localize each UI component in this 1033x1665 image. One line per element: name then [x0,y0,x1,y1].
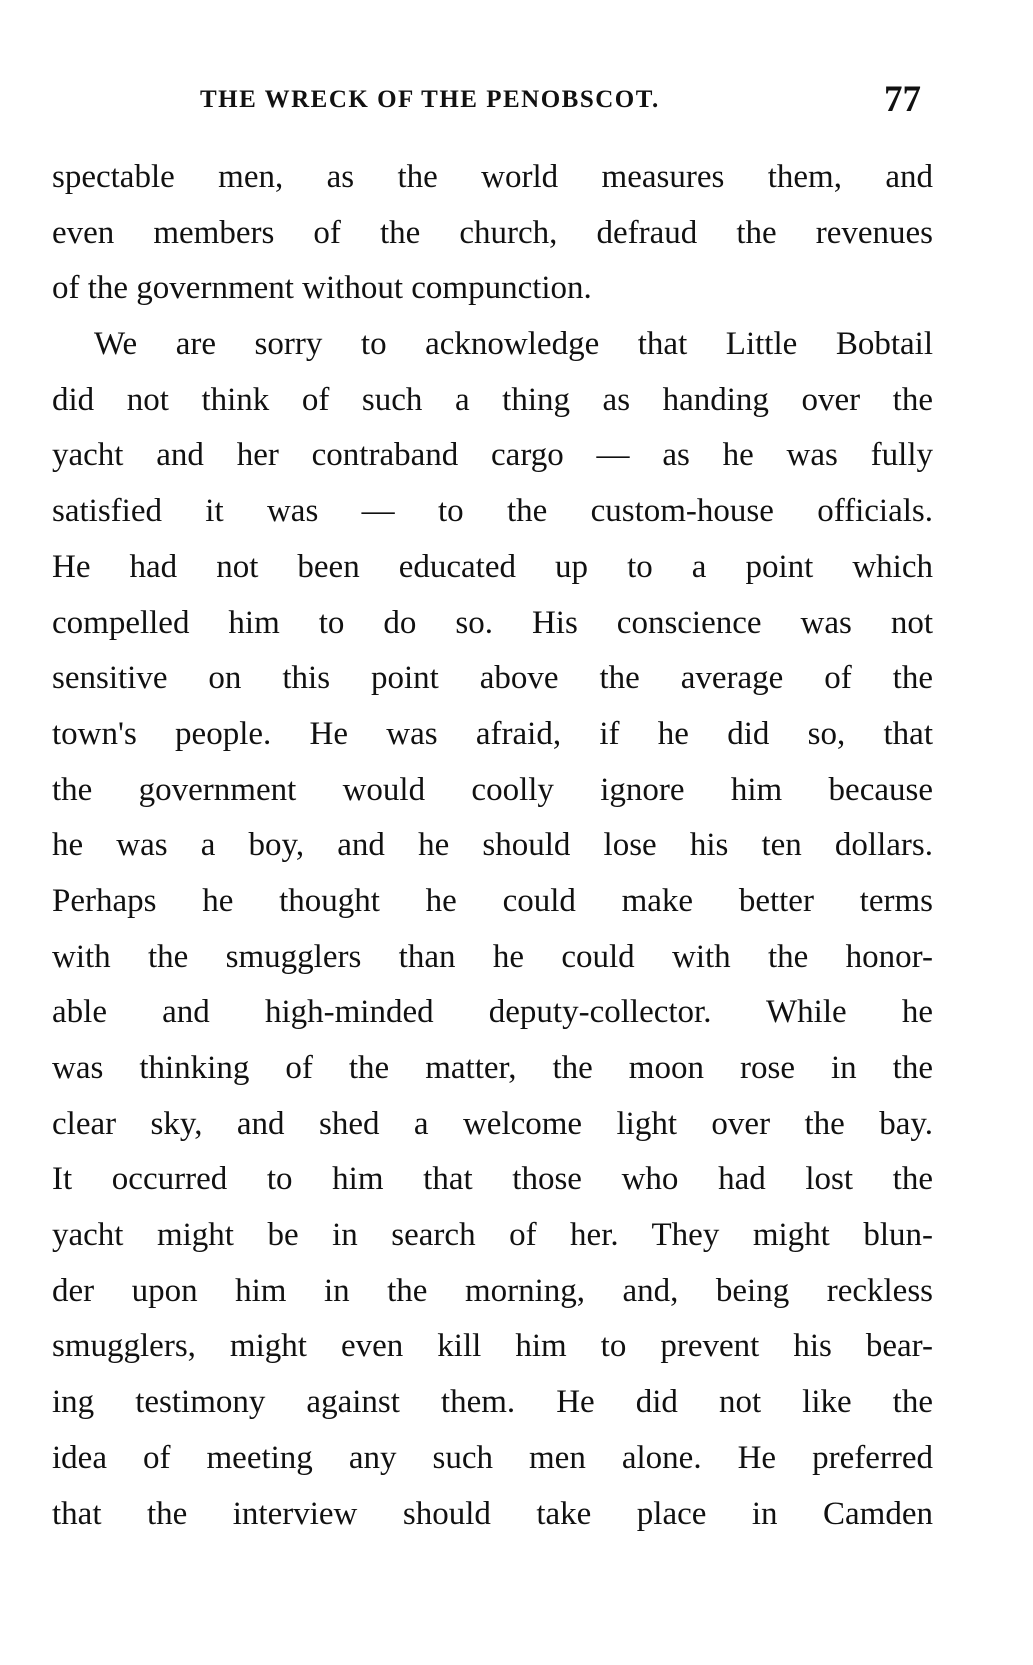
text-line: town's people. He was afraid, if he did so, that [52,715,933,752]
text-line: clear sky, and shed a welcome light over the bay. [52,1105,933,1142]
text-line: the government would coolly ignore him because [52,771,933,808]
body-text [52,158,933,1550]
text-line: He had not been educated up to a point which [52,548,933,585]
text-line: It occurred to him that those who had lost the [52,1161,933,1198]
page-number: 77 [884,79,921,120]
text-line: with the smugglers than he could with the honor- [52,938,933,975]
text-line: of the government without compunction. [52,270,592,307]
text-line: was thinking of the matter, the moon rose in the [52,1050,933,1086]
text-line: that the interview should take place in Camden [52,1495,933,1532]
text-line: did not think of such a thing as handing over the [52,381,933,418]
running-title: THE WRECK OF THE PENOBSCOT. [200,86,660,113]
text-line: Perhaps he thought he could make better terms [52,882,933,919]
text-line: smugglers, might even kill him to prevent his bear- [52,1328,933,1365]
text-line: idea of meeting any such men alone. He preferred [52,1439,933,1476]
text-line: compelled him to do so. His conscience was not [52,604,933,641]
text-line: We are sorry to acknowledge that Little Bobtail [94,326,933,363]
text-line: der upon him in the morning, and, being reckless [52,1272,933,1309]
text-line: he was a boy, and he should lose his ten dollars. [52,827,933,864]
text-line: able and high-minded deputy-collector. While he [52,994,933,1031]
page-header [52,78,933,122]
text-line: yacht might be in search of her. They might blun- [52,1217,933,1254]
text-line: yacht and her contraband cargo — as he was fully [52,437,933,474]
text-line: satisfied it was — to the custom-house officials. [52,493,933,530]
text-line: sensitive on this point above the average of the [52,660,933,697]
text-line: spectable men, as the world measures them, and [52,159,933,195]
text-line: ing testimony against them. He did not like the [52,1384,933,1421]
text-line: even members of the church, defraud the revenues [52,214,933,251]
